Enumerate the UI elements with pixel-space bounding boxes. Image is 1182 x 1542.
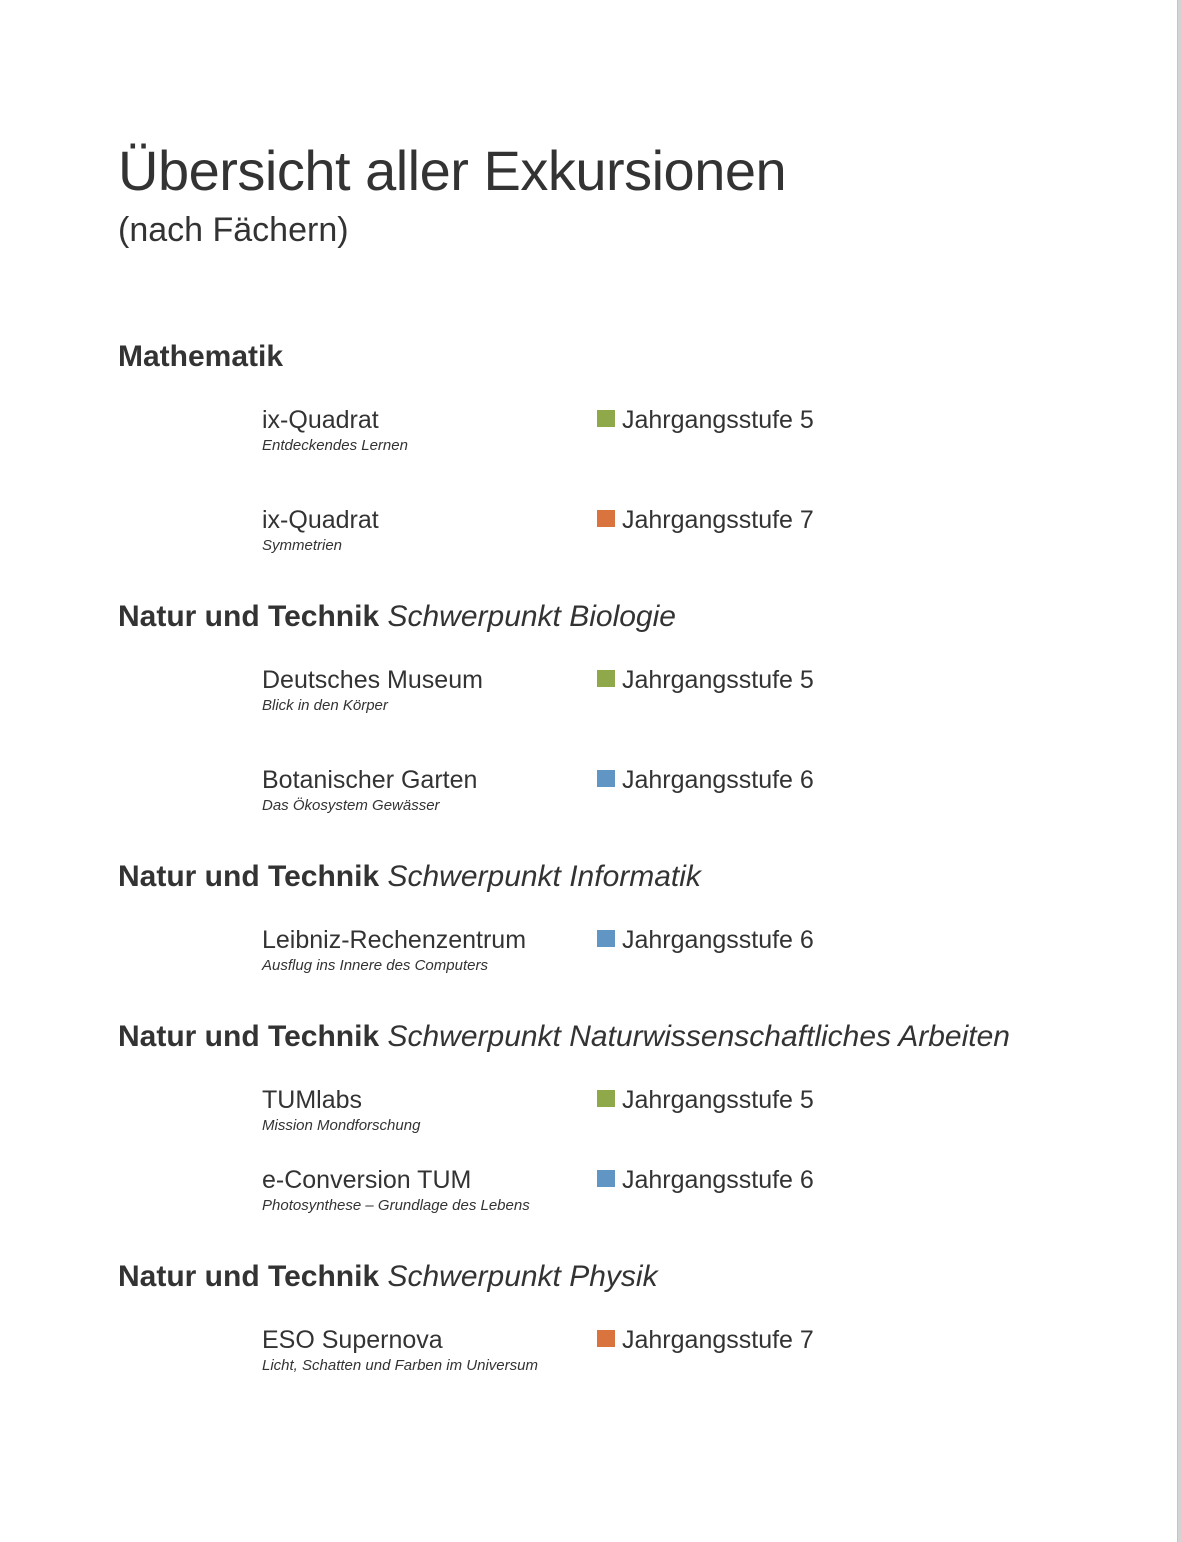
excursion-topic: Licht, Schatten und Farben im Universum: [262, 1357, 538, 1374]
grade-color-swatch: [597, 770, 615, 787]
excursion-name: Leibniz-Rechenzentrum: [262, 926, 527, 954]
excursion-name: TUMlabs: [262, 1086, 363, 1114]
excursion-entry: [0, 927, 1182, 987]
excursion-name: ix-Quadrat: [262, 506, 379, 534]
excursion-name: ESO Supernova: [262, 1326, 443, 1354]
section-heading-physik: [118, 1260, 658, 1293]
excursion-entry: [0, 1167, 1182, 1227]
excursion-topic: Ausflug ins Innere des Computers: [262, 957, 488, 974]
section-focus: Schwerpunkt Biologie: [387, 600, 676, 633]
grade-label: Jahrgangsstufe 6: [622, 1166, 814, 1194]
page-title: Übersicht aller Exkursionen: [118, 139, 787, 202]
excursion-topic: Mission Mondforschung: [262, 1117, 421, 1134]
excursion-name: e-Conversion TUM: [262, 1166, 472, 1194]
grade-color-swatch: [597, 930, 615, 947]
excursion-name: Deutsches Museum: [262, 666, 483, 694]
section-subject: Natur und Technik: [118, 860, 380, 893]
excursion-name: Botanischer Garten: [262, 766, 478, 794]
grade-label: Jahrgangsstufe 5: [622, 666, 814, 694]
section-heading-mathematik: [118, 340, 283, 373]
grade-color-swatch: [597, 410, 615, 427]
excursion-entry: [0, 767, 1182, 827]
grade-color-swatch: [597, 670, 615, 687]
excursion-topic: Das Ökosystem Gewässer: [262, 797, 440, 814]
grade-color-swatch: [597, 510, 615, 527]
grade-color-swatch: [597, 1330, 615, 1347]
section-heading-informatik: [118, 860, 701, 893]
section-subject: Natur und Technik: [118, 1260, 380, 1293]
grade-label: Jahrgangsstufe 6: [622, 926, 814, 954]
excursion-topic: Entdeckendes Lernen: [262, 437, 408, 454]
excursion-entry: [0, 407, 1182, 467]
section-subject: Natur und Technik: [118, 600, 380, 633]
section-focus: Schwerpunkt Naturwissenschaftliches Arbeiten: [387, 1020, 1010, 1053]
section-heading-naturwissenschaftliches-arbeiten: [118, 1020, 1010, 1053]
grade-label: Jahrgangsstufe 6: [622, 766, 814, 794]
excursion-topic: Symmetrien: [262, 537, 343, 554]
grade-color-swatch: [597, 1090, 615, 1107]
excursion-entry: [0, 667, 1182, 727]
section-subject: Natur und Technik: [118, 1020, 380, 1053]
excursion-topic: Blick in den Körper: [262, 697, 388, 714]
excursion-name: ix-Quadrat: [262, 406, 379, 434]
section-focus: Schwerpunkt Physik: [387, 1260, 658, 1293]
grade-color-swatch: [597, 1170, 615, 1187]
grade-label: Jahrgangsstufe 7: [622, 1326, 814, 1354]
section-subject: Mathematik: [118, 340, 284, 373]
grade-label: Jahrgangsstufe 5: [622, 1086, 814, 1114]
excursion-entry: [0, 507, 1182, 567]
section-focus: Schwerpunkt Informatik: [387, 860, 701, 893]
section-heading-biologie: [118, 600, 676, 633]
excursion-topic: Photosynthese – Grundlage des Lebens: [262, 1197, 530, 1214]
grade-label: Jahrgangsstufe 5: [622, 406, 814, 434]
page-subtitle: (nach Fächern): [118, 211, 349, 249]
grade-label: Jahrgangsstufe 7: [622, 506, 814, 534]
excursion-entry: [0, 1327, 1182, 1387]
excursion-entry: [0, 1087, 1182, 1147]
